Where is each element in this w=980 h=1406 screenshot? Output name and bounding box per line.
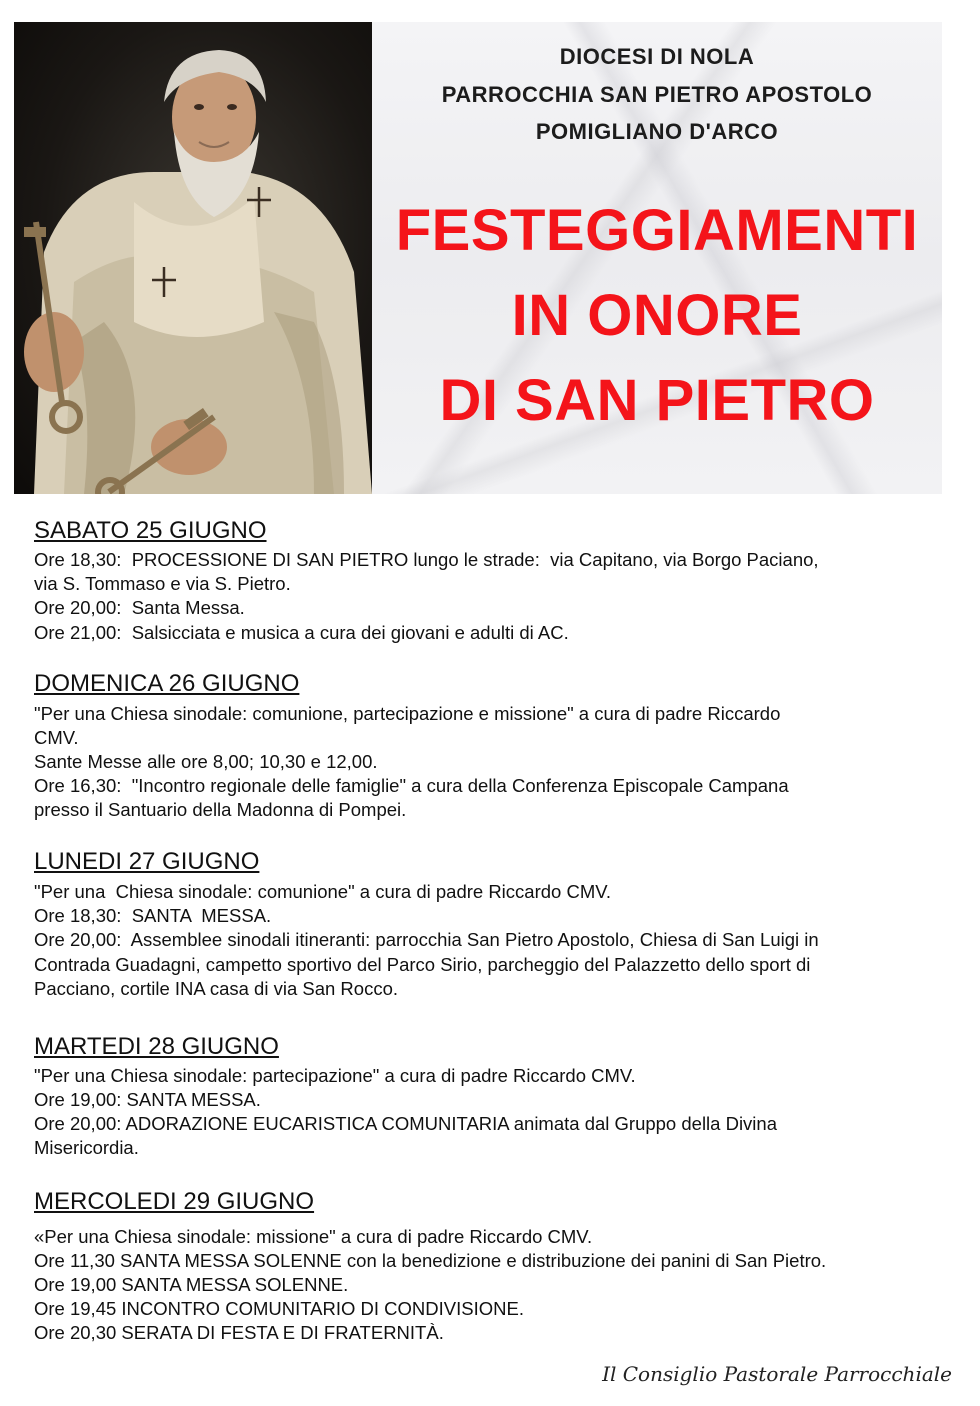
event-line: Ore 19,45 INCONTRO COMUNITARIO DI CONDIVISIONE. — [34, 1298, 524, 1319]
saint-peter-portrait — [14, 22, 372, 494]
event-line: Ore 20,30 SERATA DI FESTA E DI FRATERNITÀ. — [34, 1322, 444, 1343]
saint-peter-painting-icon — [14, 22, 372, 494]
event-line: Ore 19,00 SANTA MESSA SOLENNE. — [34, 1274, 349, 1295]
event-line: Ore 21,00: Salsicciata e musica a cura dei giovani e adulti di AC. — [34, 622, 569, 643]
marble-background — [372, 22, 942, 494]
event-line: via S. Tommaso e via S. Pietro. — [34, 573, 291, 594]
title-line-1: FESTEGGIAMENTI — [395, 198, 919, 263]
day-heading-martedi: MARTEDI 28 GIUGNO — [34, 1033, 279, 1060]
diocese-line-2: PARROCCHIA SAN PIETRO APOSTOLO — [441, 82, 873, 107]
event-line: Contrada Guadagni, campetto sportivo del Parco Sirio, parcheggio del Palazzetto dello sport di — [34, 954, 811, 975]
diocese-line-3: POMIGLIANO D'ARCO — [535, 119, 779, 144]
event-line: presso il Santuario della Madonna di Pompei. — [34, 799, 407, 820]
title-line-3: DI SAN PIETRO — [439, 368, 875, 433]
event-line: Ore 19,00: SANTA MESSA. — [34, 1089, 261, 1110]
event-line: "Per una Chiesa sinodale: partecipazione" a cura di padre Riccardo CMV. — [34, 1065, 636, 1086]
event-line: Ore 20,00: ADORAZIONE EUCARISTICA COMUNITARIA animata dal Gruppo della Divina — [34, 1113, 777, 1134]
event-line: «Per una Chiesa sinodale: missione" a cura di padre Riccardo CMV. — [34, 1226, 593, 1247]
event-line: Ore 16,30: "Incontro regionale delle famiglie" a cura della Conferenza Episcopale Campana — [34, 775, 789, 796]
event-line: Misericordia. — [34, 1137, 139, 1158]
diocese-line-1: DIOCESI DI NOLA — [559, 44, 755, 69]
event-line: Ore 18,30: SANTA MESSA. — [34, 905, 272, 926]
day-heading-domenica: DOMENICA 26 GIUGNO — [34, 670, 300, 697]
event-line: CMV. — [34, 727, 79, 748]
event-line: Ore 20,00: Assemblee sinodali itineranti: parrocchia San Pietro Apostolo, Chiesa di San Luigi in — [34, 929, 819, 950]
signature: Il Consiglio Pastorale Parrocchiale — [602, 1362, 952, 1386]
title-line-2: IN ONORE — [511, 283, 803, 348]
event-line: "Per una Chiesa sinodale: comunione, partecipazione e missione" a cura di padre Riccardo — [34, 703, 781, 724]
day-heading-sabato: SABATO 25 GIUGNO — [34, 517, 267, 544]
day-heading-lunedi: LUNEDI 27 GIUGNO — [34, 848, 260, 875]
event-line: Ore 20,00: Santa Messa. — [34, 597, 245, 618]
event-line: Ore 11,30 SANTA MESSA SOLENNE con la benedizione e distribuzione dei panini di San Pietro. — [34, 1250, 827, 1271]
event-line: Pacciano, cortile INA casa di via San Rocco. — [34, 978, 399, 999]
event-line: "Per una Chiesa sinodale: comunione" a cura di padre Riccardo CMV. — [34, 881, 612, 902]
header-banner — [14, 22, 942, 494]
event-line: Ore 18,30: PROCESSIONE DI SAN PIETRO lungo le strade: via Capitano, via Borgo Paciano, — [34, 549, 819, 570]
day-heading-mercoledi: MERCOLEDI 29 GIUGNO — [34, 1188, 315, 1215]
event-line: Sante Messe alle ore 8,00; 10,30 e 12,00. — [34, 751, 378, 772]
